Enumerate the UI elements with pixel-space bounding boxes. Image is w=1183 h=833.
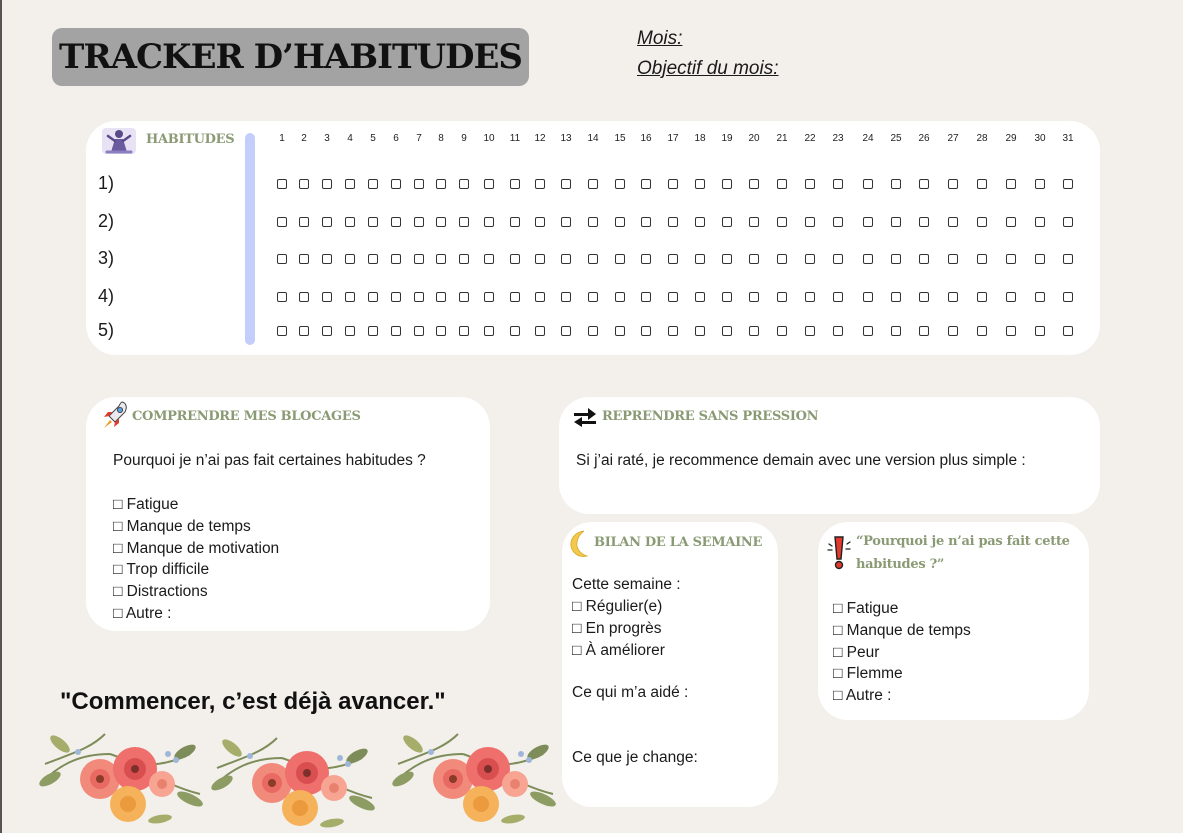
habit-checkbox[interactable] (484, 254, 494, 264)
habit-checkbox[interactable] (414, 254, 424, 264)
blocages-options (113, 494, 279, 625)
habit-checkbox[interactable] (948, 326, 958, 336)
habit-tracker-card (86, 121, 1100, 355)
habit-checkbox[interactable] (436, 179, 446, 189)
mois-label: Mois: (637, 28, 683, 49)
option-item[interactable]: □ Manque de motivation (113, 539, 280, 557)
habit-checkbox[interactable] (833, 254, 843, 264)
habit-checkbox[interactable] (414, 292, 424, 302)
day-number: 31 (1062, 133, 1074, 144)
habit-checkbox[interactable] (777, 179, 787, 189)
habit-checkbox[interactable] (299, 292, 309, 302)
day-number: 27 (947, 133, 959, 144)
day-number: 30 (1034, 133, 1046, 144)
habit-checkbox[interactable] (919, 292, 929, 302)
habit-checkbox[interactable] (641, 179, 651, 189)
arrows-exchange-icon (571, 405, 599, 429)
habit-checkbox[interactable] (535, 179, 545, 189)
habit-checkbox[interactable] (668, 217, 678, 227)
habit-checkbox[interactable] (668, 254, 678, 264)
habit-checkbox[interactable] (484, 326, 494, 336)
habit-checkbox[interactable] (749, 292, 759, 302)
habit-checkbox[interactable] (891, 292, 901, 302)
habit-checkbox[interactable] (299, 254, 309, 264)
habit-checkbox[interactable] (322, 326, 332, 336)
habit-checkbox[interactable] (1035, 292, 1045, 302)
habit-checkbox[interactable] (668, 179, 678, 189)
page-left-border (0, 0, 2, 833)
pourquoi-heading-line1: “Pourquoi je n’ai pas fait cette (856, 534, 1070, 549)
day-number: 20 (748, 133, 760, 144)
option-item[interactable]: □ Flemme (833, 665, 903, 683)
habit-checkbox[interactable] (805, 326, 815, 336)
habit-checkbox[interactable] (695, 179, 705, 189)
habit-checkbox[interactable] (722, 179, 732, 189)
option-item[interactable]: □ Fatigue (833, 600, 899, 617)
habit-checkbox[interactable] (368, 179, 378, 189)
habit-checkbox[interactable] (322, 254, 332, 264)
day-number: 7 (416, 133, 422, 144)
tracker-divider (245, 133, 255, 345)
habit-row-label: 3) (98, 248, 115, 268)
habit-checkbox[interactable] (345, 254, 355, 264)
habit-checkbox[interactable] (391, 254, 401, 264)
habit-checkbox[interactable] (345, 292, 355, 302)
habit-checkbox[interactable] (1063, 292, 1073, 302)
habit-checkbox[interactable] (436, 254, 446, 264)
day-number: 25 (890, 133, 902, 144)
habit-checkbox[interactable] (588, 254, 598, 264)
day-number: 12 (534, 133, 546, 144)
habit-checkbox[interactable] (588, 179, 598, 189)
option-item[interactable]: □ Autre : (113, 604, 172, 622)
habit-checkbox[interactable] (368, 217, 378, 227)
page-title: TRACKER D’HABITUDES (59, 37, 522, 77)
day-number: 22 (804, 133, 816, 144)
habit-checkbox[interactable] (277, 254, 287, 264)
habit-checkbox[interactable] (391, 217, 401, 227)
day-number: 23 (832, 133, 844, 144)
habit-checkbox[interactable] (615, 326, 625, 336)
day-number: 9 (461, 133, 467, 144)
title-box (52, 28, 529, 86)
option-item[interactable]: □ Distractions (113, 583, 208, 601)
habit-checkbox[interactable] (722, 326, 732, 336)
habit-row-label: 5) (98, 320, 115, 340)
crescent-moon-icon (566, 529, 594, 559)
habit-checkbox[interactable] (805, 292, 815, 302)
habit-checkbox[interactable] (891, 217, 901, 227)
habit-checkbox[interactable] (459, 292, 469, 302)
habit-checkbox[interactable] (345, 217, 355, 227)
habit-checkbox[interactable] (641, 326, 651, 336)
habit-checkbox[interactable] (891, 179, 901, 189)
day-number: 29 (1005, 133, 1017, 144)
habit-checkbox[interactable] (615, 179, 625, 189)
habit-checkbox[interactable] (414, 326, 424, 336)
habit-checkbox[interactable] (805, 217, 815, 227)
habit-checkbox[interactable] (436, 292, 446, 302)
day-number: 24 (862, 133, 874, 144)
day-number: 5 (370, 133, 376, 144)
habit-checkbox[interactable] (1035, 217, 1045, 227)
blocages-heading: COMPRENDRE MES BLOCAGES (132, 409, 361, 424)
habit-checkbox[interactable] (368, 292, 378, 302)
habit-checkbox[interactable] (833, 292, 843, 302)
habit-checkbox[interactable] (510, 326, 520, 336)
habit-checkbox[interactable] (535, 292, 545, 302)
habit-checkbox[interactable] (1063, 254, 1073, 264)
habit-checkbox[interactable] (535, 326, 545, 336)
habit-checkbox[interactable] (1006, 254, 1016, 264)
day-number: 16 (640, 133, 652, 144)
habit-checkbox[interactable] (510, 292, 520, 302)
habit-checkbox[interactable] (919, 254, 929, 264)
option-item[interactable]: □ Trop difficile (113, 561, 210, 579)
habit-checkbox[interactable] (1063, 326, 1073, 336)
habit-checkbox[interactable] (948, 217, 958, 227)
habit-checkbox[interactable] (535, 217, 545, 227)
option-item[interactable]: □ Fatigue (113, 496, 179, 513)
option-item[interactable]: □ Manque de temps (833, 621, 971, 639)
habit-checkbox[interactable] (510, 179, 520, 189)
habit-checkbox[interactable] (977, 254, 987, 264)
day-number: 17 (667, 133, 679, 144)
habit-checkbox[interactable] (948, 254, 958, 264)
habit-checkbox[interactable] (977, 179, 987, 189)
option-item[interactable]: □ Manque de temps (113, 517, 251, 535)
habit-row-label: 2) (98, 211, 115, 231)
bilan-card (562, 522, 778, 807)
habit-checkbox[interactable] (919, 179, 929, 189)
flower-bouquet-icon (36, 718, 556, 828)
habits-heading: HABITUDES (146, 132, 235, 147)
habit-checkbox[interactable] (863, 292, 873, 302)
day-number: 3 (324, 133, 330, 144)
habit-checkbox[interactable] (777, 254, 787, 264)
option-item[interactable]: □ Peur (833, 643, 880, 661)
habit-checkbox[interactable] (1006, 179, 1016, 189)
habit-checkbox[interactable] (484, 292, 494, 302)
rocket-icon (100, 399, 130, 431)
habit-checkbox[interactable] (695, 217, 705, 227)
day-number: 18 (694, 133, 706, 144)
habit-checkbox[interactable] (863, 254, 873, 264)
bilan-change: Ce que je change: (572, 749, 698, 766)
habit-checkbox[interactable] (977, 292, 987, 302)
habit-checkbox[interactable] (436, 217, 446, 227)
habit-row-label: 1) (98, 173, 115, 193)
habit-checkbox[interactable] (833, 326, 843, 336)
habit-checkbox[interactable] (641, 254, 651, 264)
reprendre-card (559, 397, 1100, 514)
pourquoi-card (818, 522, 1089, 720)
habit-checkbox[interactable] (345, 326, 355, 336)
habit-checkbox[interactable] (322, 217, 332, 227)
habit-checkbox[interactable] (561, 326, 571, 336)
habit-checkbox[interactable] (695, 292, 705, 302)
day-number: 8 (438, 133, 444, 144)
habit-checkbox[interactable] (459, 179, 469, 189)
habit-checkbox[interactable] (805, 254, 815, 264)
habit-checkbox[interactable] (588, 292, 598, 302)
day-number: 11 (509, 133, 521, 144)
habit-checkbox[interactable] (615, 217, 625, 227)
habit-checkbox[interactable] (1035, 254, 1045, 264)
habit-checkbox[interactable] (833, 179, 843, 189)
habit-checkbox[interactable] (668, 326, 678, 336)
day-number: 10 (483, 133, 495, 144)
day-number: 4 (347, 133, 353, 144)
habit-checkbox[interactable] (1006, 326, 1016, 336)
habit-checkbox[interactable] (277, 217, 287, 227)
habit-checkbox[interactable] (1063, 217, 1073, 227)
objectif-label: Objectif du mois: (637, 58, 779, 79)
habit-checkbox[interactable] (414, 217, 424, 227)
habit-checkbox[interactable] (484, 179, 494, 189)
meditation-icon (100, 126, 138, 156)
habit-checkbox[interactable] (948, 179, 958, 189)
option-item[interactable]: □ À améliorer (572, 641, 665, 659)
bilan-heading: BILAN DE LA SEMAINE (594, 535, 763, 550)
habit-checkbox[interactable] (391, 326, 401, 336)
habit-checkbox[interactable] (588, 217, 598, 227)
habit-checkbox[interactable] (277, 179, 287, 189)
bilan-options (572, 596, 665, 661)
habit-checkbox[interactable] (863, 179, 873, 189)
day-number: 15 (614, 133, 626, 144)
habit-checkbox[interactable] (948, 292, 958, 302)
habit-checkbox[interactable] (391, 292, 401, 302)
habit-checkbox[interactable] (777, 292, 787, 302)
habit-checkbox[interactable] (919, 217, 929, 227)
habit-checkbox[interactable] (722, 254, 732, 264)
habit-checkbox[interactable] (1006, 292, 1016, 302)
habit-checkbox[interactable] (588, 326, 598, 336)
day-number: 1 (279, 133, 285, 144)
habit-checkbox[interactable] (484, 217, 494, 227)
habit-row-label: 4) (98, 286, 115, 306)
habit-checkbox[interactable] (277, 326, 287, 336)
habit-checkbox[interactable] (459, 326, 469, 336)
habit-checkbox[interactable] (777, 217, 787, 227)
option-item[interactable]: □ En progrès (572, 619, 662, 637)
habit-checkbox[interactable] (561, 292, 571, 302)
habit-checkbox[interactable] (749, 326, 759, 336)
habit-checkbox[interactable] (414, 179, 424, 189)
habit-checkbox[interactable] (345, 179, 355, 189)
option-item[interactable]: □ Autre : (833, 687, 892, 705)
habit-checkbox[interactable] (641, 292, 651, 302)
habit-checkbox[interactable] (722, 292, 732, 302)
habit-checkbox[interactable] (277, 292, 287, 302)
habit-checkbox[interactable] (695, 254, 705, 264)
blocages-card (86, 397, 490, 631)
habit-checkbox[interactable] (891, 326, 901, 336)
habit-checkbox[interactable] (977, 326, 987, 336)
habit-checkbox[interactable] (368, 326, 378, 336)
habit-checkbox[interactable] (510, 217, 520, 227)
habit-checkbox[interactable] (299, 179, 309, 189)
habit-checkbox[interactable] (1035, 179, 1045, 189)
habit-checkbox[interactable] (391, 179, 401, 189)
habit-checkbox[interactable] (561, 254, 571, 264)
habit-checkbox[interactable] (891, 254, 901, 264)
bilan-intro: Cette semaine : (572, 576, 681, 593)
option-item[interactable]: □ Régulier(e) (572, 598, 663, 615)
habit-checkbox[interactable] (1063, 179, 1073, 189)
reprendre-heading: REPRENDRE SANS PRESSION (602, 409, 819, 424)
day-number: 13 (560, 133, 572, 144)
habit-checkbox[interactable] (459, 254, 469, 264)
day-number: 6 (393, 133, 399, 144)
motivational-quote: "Commencer, c’est déjà avancer." (60, 688, 446, 715)
habit-checkbox[interactable] (777, 326, 787, 336)
habit-checkbox[interactable] (863, 217, 873, 227)
habit-checkbox[interactable] (749, 254, 759, 264)
habit-checkbox[interactable] (919, 326, 929, 336)
bilan-aide: Ce qui m’a aidé : (572, 684, 689, 701)
habit-checkbox[interactable] (1006, 217, 1016, 227)
day-number: 19 (721, 133, 733, 144)
habit-checkbox[interactable] (510, 254, 520, 264)
habit-checkbox[interactable] (436, 326, 446, 336)
day-number: 2 (301, 133, 307, 144)
habit-checkbox[interactable] (535, 254, 545, 264)
day-number: 14 (587, 133, 599, 144)
habit-checkbox[interactable] (805, 179, 815, 189)
habit-checkbox[interactable] (668, 292, 678, 302)
habit-checkbox[interactable] (749, 217, 759, 227)
habit-checkbox[interactable] (561, 179, 571, 189)
blocages-question: Pourquoi je n’ai pas fait certaines habitudes ? (113, 452, 426, 469)
exclamation-icon (826, 534, 852, 572)
habit-checkbox[interactable] (695, 326, 705, 336)
habit-checkbox[interactable] (561, 217, 571, 227)
habit-checkbox[interactable] (977, 217, 987, 227)
day-number: 28 (976, 133, 988, 144)
habit-checkbox[interactable] (368, 254, 378, 264)
habit-checkbox[interactable] (322, 292, 332, 302)
habit-checkbox[interactable] (299, 217, 309, 227)
habit-checkbox[interactable] (459, 217, 469, 227)
habit-checkbox[interactable] (722, 217, 732, 227)
pourquoi-options (833, 598, 971, 707)
day-number: 26 (918, 133, 930, 144)
habit-checkbox[interactable] (615, 292, 625, 302)
habit-checkbox[interactable] (863, 326, 873, 336)
habit-checkbox[interactable] (299, 326, 309, 336)
habit-checkbox[interactable] (749, 179, 759, 189)
habit-checkbox[interactable] (615, 254, 625, 264)
habit-checkbox[interactable] (322, 179, 332, 189)
habit-checkbox[interactable] (833, 217, 843, 227)
habit-checkbox[interactable] (641, 217, 651, 227)
pourquoi-heading-line2: habitudes ?” (856, 557, 945, 572)
reprendre-text: Si j’ai raté, je recommence demain avec une version plus simple : (576, 452, 1026, 469)
day-number: 21 (776, 133, 788, 144)
habit-checkbox[interactable] (1035, 326, 1045, 336)
